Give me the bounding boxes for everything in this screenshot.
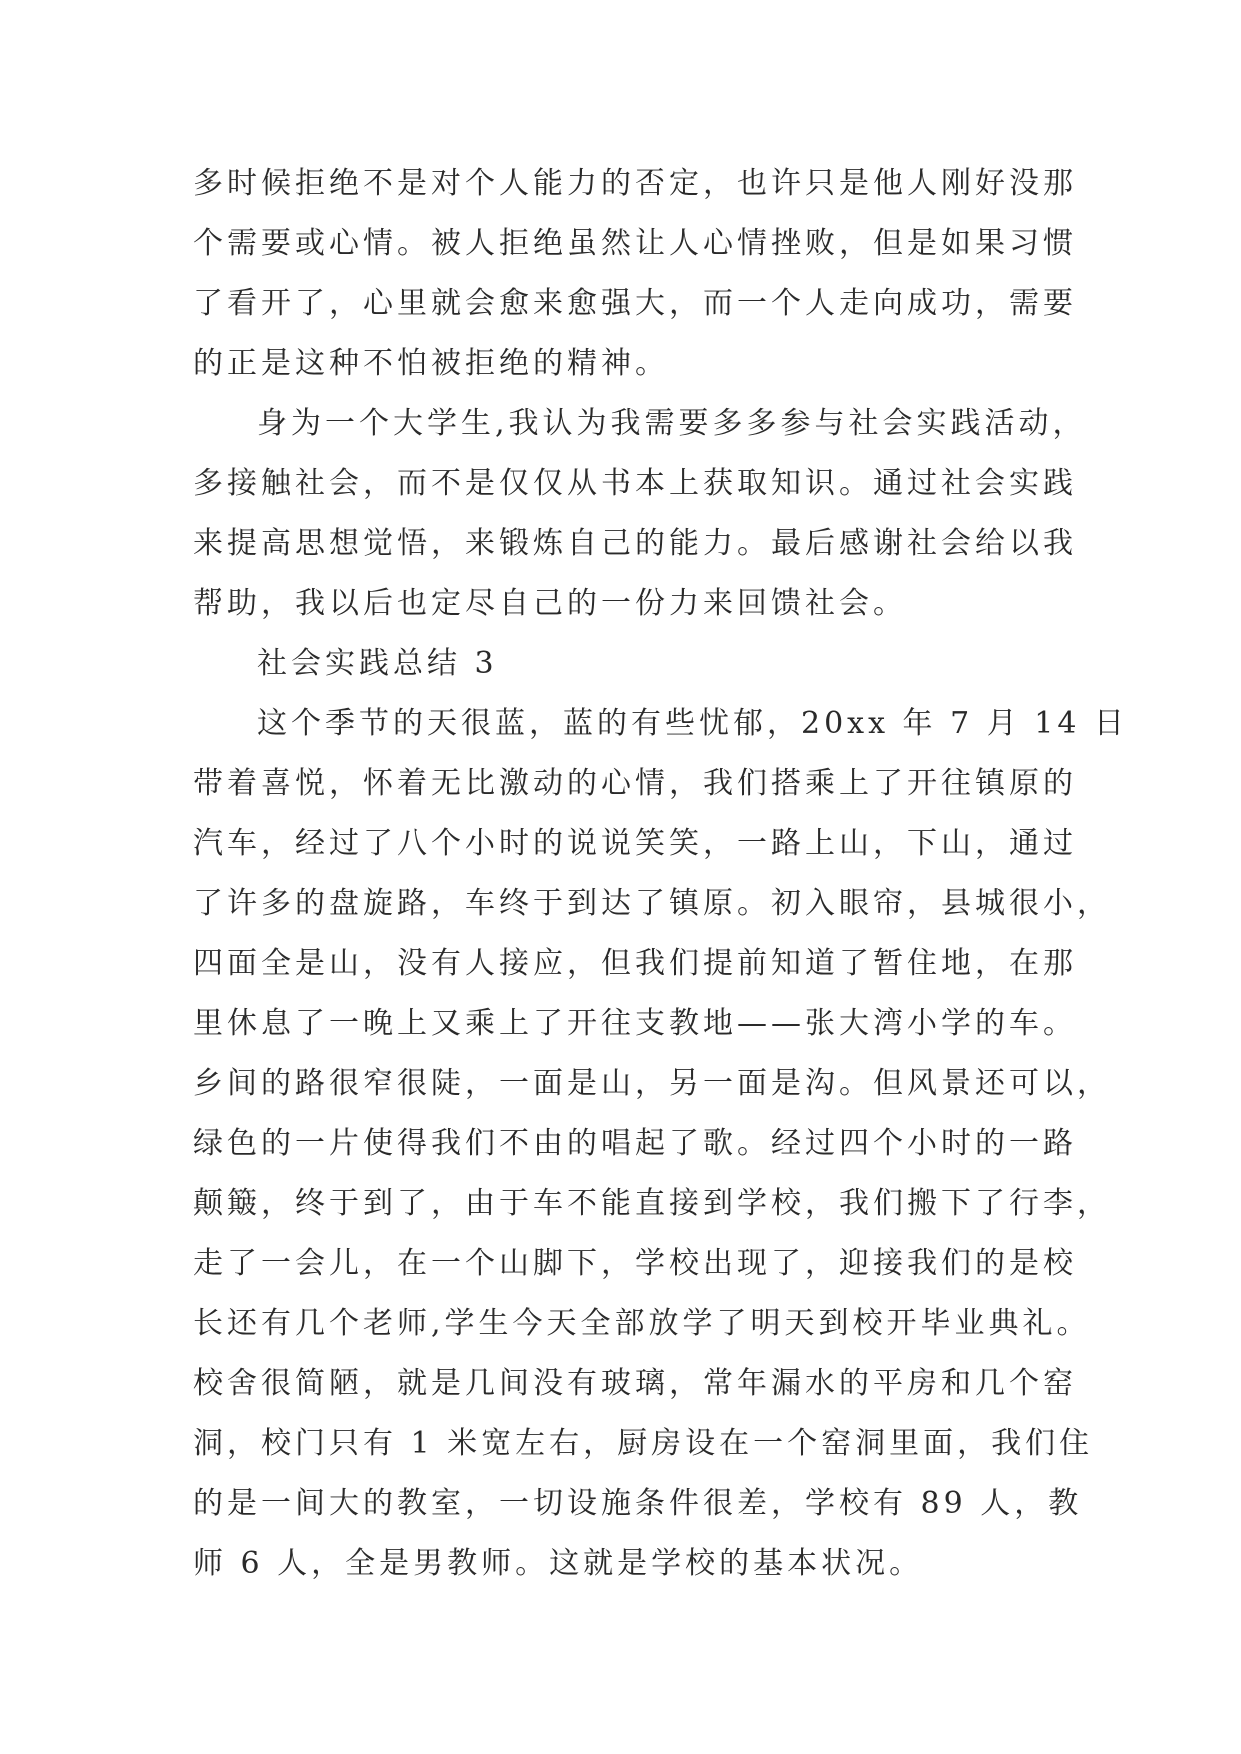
text-line: 绿色的一片使得我们不由的唱起了歌。经过四个小时的一路 (193, 1126, 1077, 1161)
text-line: 的正是这种不怕被拒绝的精神。 (193, 346, 669, 381)
text-line: 了看开了，心里就会愈来愈强大，而一个人走向成功，需要 (193, 286, 1077, 321)
text-line: 个需要或心情。被人拒绝虽然让人心情挫败，但是如果习惯 (193, 226, 1077, 261)
text-line: 带着喜悦，怀着无比激动的心情，我们搭乘上了开往镇原的 (193, 766, 1077, 801)
text-line: 里休息了一晚上又乘上了开往支教地——张大湾小学的车。 (193, 1006, 1077, 1041)
text-line: 师 6 人，全是男教师。这就是学校的基本状况。 (193, 1546, 924, 1581)
text-line: 校舍很简陋，就是几间没有玻璃，常年漏水的平房和几个窑 (193, 1366, 1077, 1401)
text-line: 来提高思想觉悟，来锻炼自己的能力。最后感谢社会给以我 (193, 526, 1077, 561)
section-heading: 社会实践总结 3 (257, 646, 498, 681)
text-line: 汽车，经过了八个小时的说说笑笑，一路上山，下山，通过 (193, 826, 1077, 861)
text-line: 了许多的盘旋路，车终于到达了镇原。初入眼帘，县城很小， (193, 886, 1111, 921)
text-line: 这个季节的天很蓝，蓝的有些忧郁，20xx 年 7 月 14 日 (257, 706, 1128, 741)
text-line: 身为一个大学生,我认为我需要多多参与社会实践活动， (257, 406, 1087, 441)
text-line: 颠簸，终于到了，由于车不能直接到学校，我们搬下了行李， (193, 1186, 1111, 1221)
text-line: 长还有几个老师,学生今天全部放学了明天到校开毕业典礼。 (193, 1306, 1091, 1341)
text-line: 走了一会儿，在一个山脚下，学校出现了，迎接我们的是校 (193, 1246, 1077, 1281)
text-line: 多时候拒绝不是对个人能力的否定，也许只是他人刚好没那 (193, 166, 1077, 201)
text-line: 洞，校门只有 1 米宽左右，厨房设在一个窑洞里面，我们住 (193, 1426, 1094, 1461)
text-line: 四面全是山，没有人接应，但我们提前知道了暂住地，在那 (193, 946, 1077, 981)
text-line: 多接触社会，而不是仅仅从书本上获取知识。通过社会实践 (193, 466, 1077, 501)
text-line: 帮助，我以后也定尽自己的一份力来回馈社会。 (193, 586, 907, 621)
text-line: 的是一间大的教室，一切设施条件很差，学校有 89 人，教 (193, 1486, 1083, 1521)
text-line: 乡间的路很窄很陡，一面是山，另一面是沟。但风景还可以， (193, 1066, 1111, 1101)
